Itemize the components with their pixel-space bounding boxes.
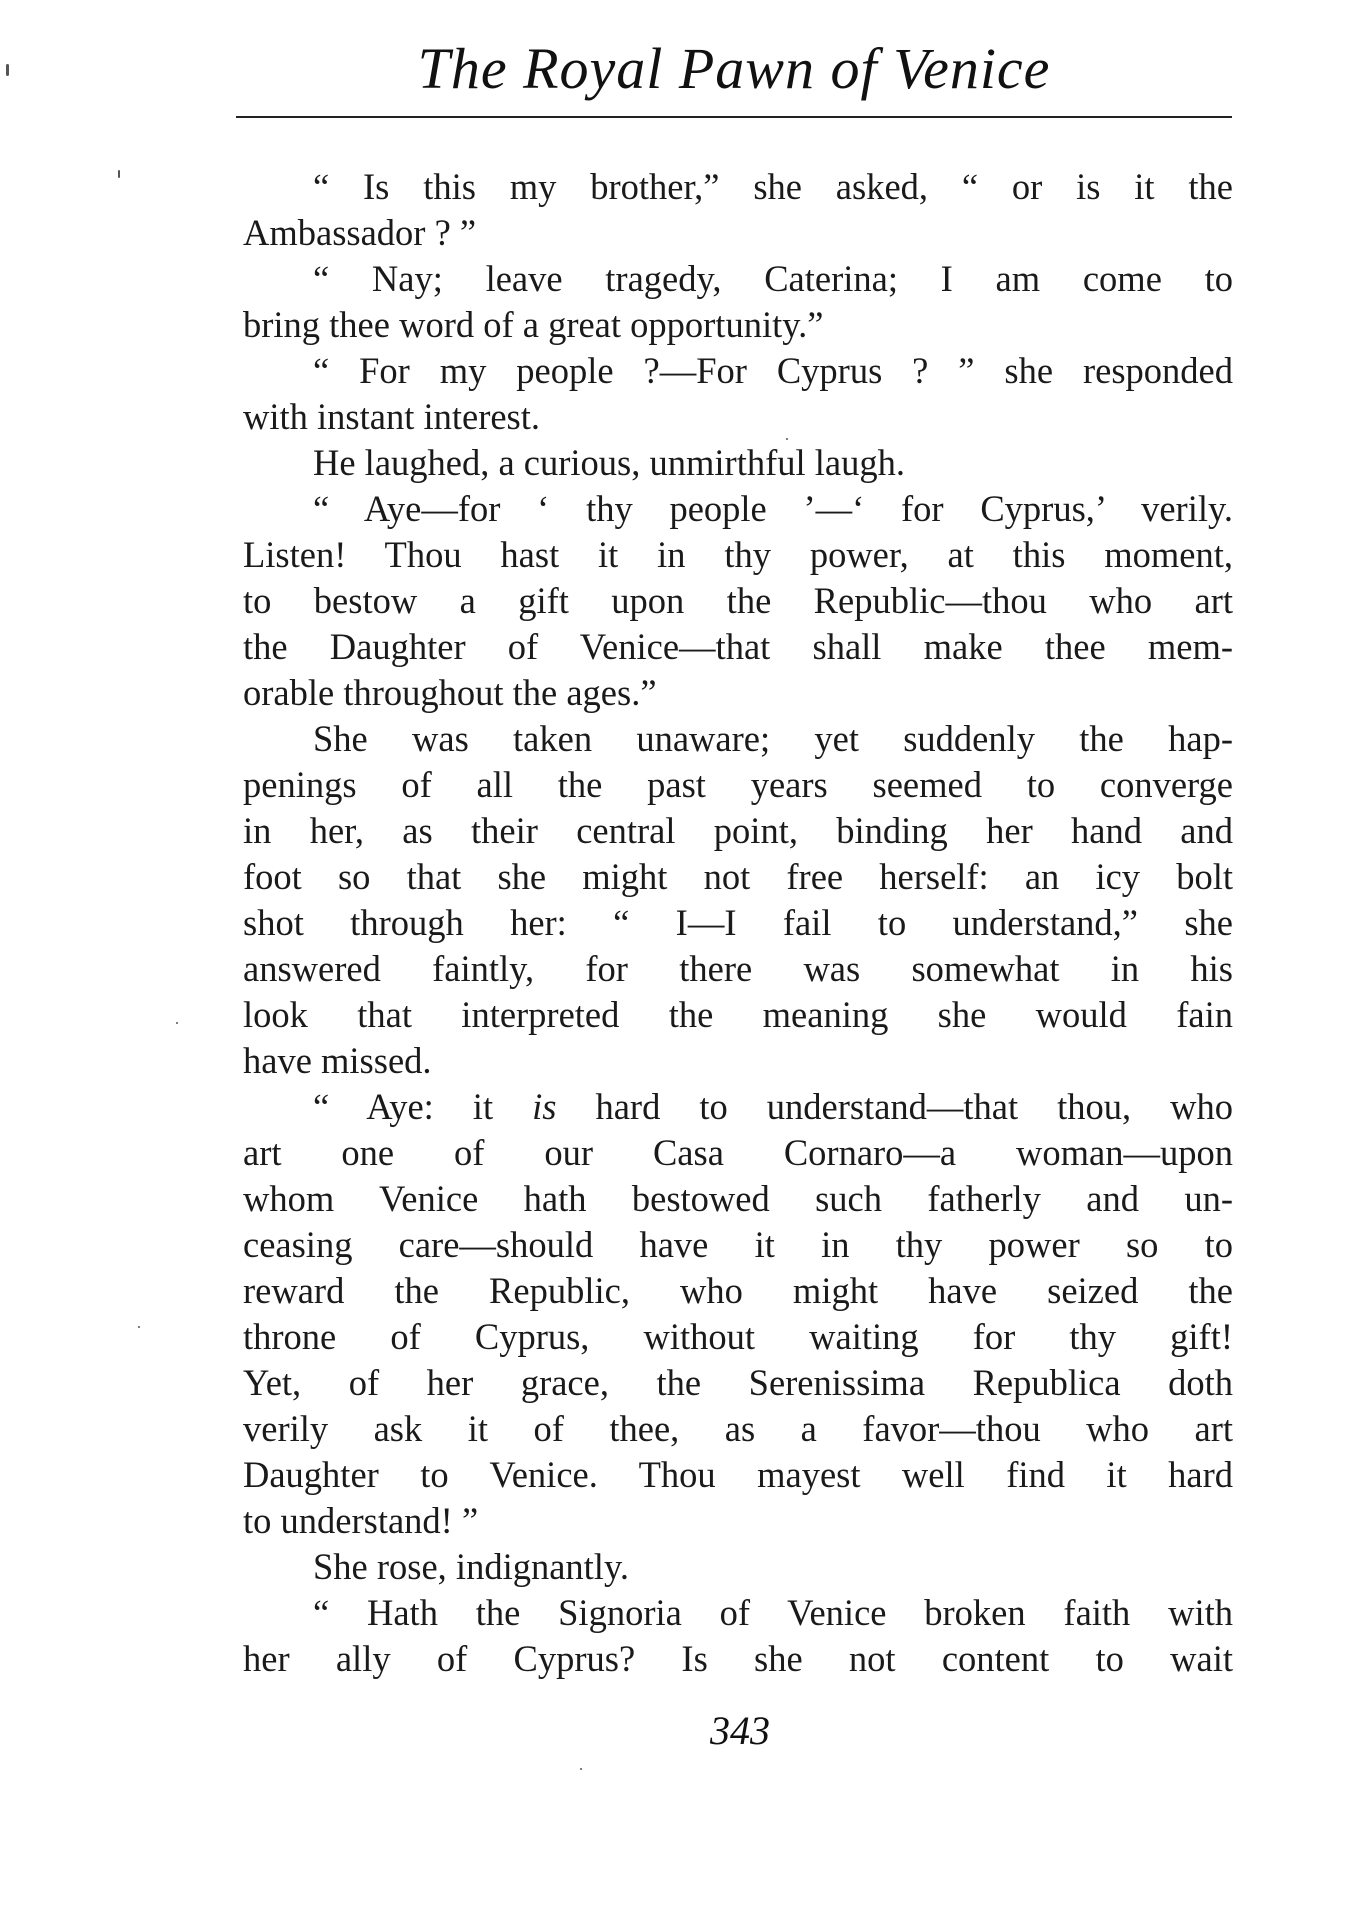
text-line: answered faintly, for there was somewhat in his (243, 948, 1233, 989)
text-fragment: “ Aye: it (313, 1086, 494, 1127)
text-fragment: hard to understand—that thou, who (595, 1086, 1234, 1127)
text-line: verily ask it of thee, as a favor—thou who art (243, 1408, 1233, 1449)
text-line: to understand! ” (243, 1500, 479, 1541)
text-line: the Daughter of Venice—that shall make thee mem- (243, 626, 1233, 667)
text-line: throne of Cyprus, without waiting for thy gift! (243, 1316, 1233, 1357)
text-line: have missed. (243, 1040, 432, 1081)
text-line: penings of all the past years seemed to converge (243, 764, 1233, 805)
text-line: “ Nay; leave tragedy, Caterina; I am come to (313, 258, 1233, 299)
text-line: with instant interest. (243, 396, 541, 437)
ink-speck (580, 1768, 582, 1770)
text-line: “ Hath the Signoria of Venice broken faith with (313, 1592, 1233, 1633)
text-line: to bestow a gift upon the Republic—thou who art (243, 580, 1233, 621)
text-line: Listen! Thou hast it in thy power, at this moment, (243, 534, 1233, 575)
text-line: bring thee word of a great opportunity.” (243, 304, 824, 345)
text-line: “ Aye—for ‘ thy people ’—‘ for Cyprus,’ verily. (313, 488, 1233, 529)
text-line: her ally of Cyprus? Is she not content to wait (243, 1638, 1233, 1679)
text-line: Yet, of her grace, the Serenissima Republica doth (243, 1362, 1233, 1403)
text-line: Ambassador ? ” (243, 212, 477, 253)
body-text (243, 164, 1233, 1682)
page-number: 343 (710, 1708, 770, 1753)
text-line: ceasing care—should have it in thy power so to (243, 1224, 1233, 1265)
ink-speck (176, 1022, 178, 1024)
text-line: whom Venice hath bestowed such fatherly and un- (243, 1178, 1233, 1219)
ink-speck (118, 170, 120, 178)
italic-emphasis: is (532, 1086, 557, 1127)
text-line: Daughter to Venice. Thou mayest well find it hard (243, 1454, 1233, 1495)
text-line: She was taken unaware; yet suddenly the hap- (313, 718, 1233, 759)
text-line: He laughed, a curious, unmirthful laugh. (313, 442, 905, 483)
running-head-title: The Royal Pawn of Venice (417, 36, 1051, 101)
text-line: foot so that she might not free herself: an icy bolt (243, 856, 1233, 897)
ink-speck (138, 1326, 140, 1328)
text-line: shot through her: “ I—I fail to understand,” she (243, 902, 1233, 943)
text-line: in her, as their central point, binding her hand and (243, 810, 1233, 851)
text-line: She rose, indignantly. (313, 1546, 629, 1587)
ink-speck (786, 438, 788, 440)
text-line: “ For my people ?—For Cyprus ? ” she responded (313, 350, 1233, 391)
ink-speck (6, 64, 9, 76)
text-line: orable throughout the ages.” (243, 672, 657, 713)
text-line (243, 1084, 1233, 1130)
text-line: “ Is this my brother,” she asked, “ or is it the (313, 166, 1233, 207)
text-line: reward the Republic, who might have seized the (243, 1270, 1233, 1311)
header-rule (236, 116, 1232, 118)
text-line: art one of our Casa Cornaro—a woman—upon (243, 1132, 1233, 1173)
text-line: look that interpreted the meaning she would fain (243, 994, 1233, 1035)
